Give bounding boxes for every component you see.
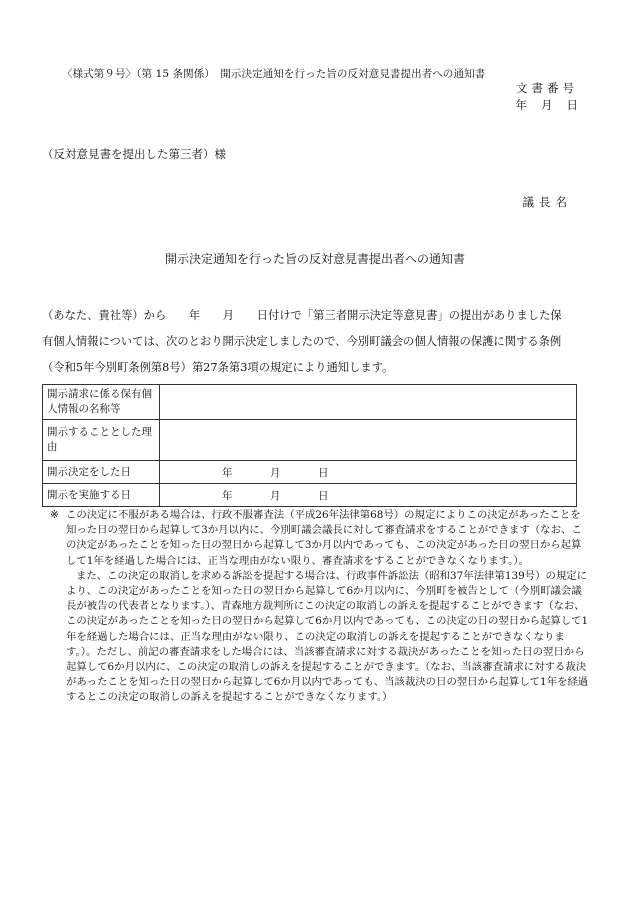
page-title: 開示決定通知を行った旨の反対意見書提出者への通知書 bbox=[164, 252, 465, 266]
note-appeal bbox=[50, 508, 590, 569]
intro-line-2: 有個人情報については、次のとおり開示決定しましたので、今別町議会の個人情報の保護に関する条例 bbox=[42, 335, 562, 348]
table-value bbox=[160, 385, 577, 420]
form-label: 〈様式第９号〉（第 15 条関係） 開示決定通知を行った旨の反対意見書提出者への通知書 bbox=[62, 68, 486, 80]
table-row bbox=[43, 420, 577, 461]
date-year: 年 bbox=[222, 489, 233, 502]
note-lawsuit-text: また、この決定の取消しを求める訴訟を提起する場合は、行政事件訴訟法（昭和37年法律第139号）の規定により、この決定があったことを知った日の翌日から起算して6か月以内に、今別町を被告として（今別町議会議長が被告の代表者となります。）、青森地方裁判所にこの決定の取消しの訴えを提起することができます（なお、この決定があったことを知った日の翌日から起算して6か月以内であっても、この決定の日の翌日から起算して1年を経過した場合には、正当な理由がない限り、この決定の取消しの訴えを提起することができなくなります。）。ただし、前記の審査請求をした場合には、当該審査請求に対する裁決があったことを知った日の翌日から起算して6か月以内に、この決定の取消しの訴えを提起することができます。（なお、当該審査請求に対する裁決があったことを知った日の翌日から起算して6か月以内であっても、当該裁決の日の翌日から起算して1年を経過するとこの決定の取消しの訴えを提起することができなくなります。） bbox=[66, 569, 589, 704]
document-date bbox=[516, 97, 579, 113]
note-mark: ※ bbox=[50, 509, 59, 521]
date-day: 日 bbox=[318, 489, 329, 502]
table-value bbox=[160, 420, 577, 461]
sender-chairman: 議長名 bbox=[522, 195, 572, 209]
table-label: 開示決定をした日 bbox=[43, 461, 160, 484]
table-row bbox=[43, 484, 577, 507]
info-table bbox=[42, 384, 577, 507]
table-date-value bbox=[160, 484, 577, 507]
date-month: 月 bbox=[270, 466, 281, 479]
date-year: 年 bbox=[222, 466, 233, 479]
intro-paragraph bbox=[42, 303, 594, 381]
document-number: 文書番号 bbox=[516, 81, 578, 95]
date-month: 月 bbox=[541, 98, 553, 112]
notes-section bbox=[50, 508, 590, 706]
intro-line-1: （あなた、貴社等）から 年 月 日付けで「第三者開示決定等意見書」の提出がありました保 bbox=[42, 309, 562, 322]
date-day: 日 bbox=[318, 466, 329, 479]
date-month: 月 bbox=[270, 489, 281, 502]
table-date-value bbox=[160, 461, 577, 484]
date-day: 日 bbox=[566, 98, 578, 112]
table-row bbox=[43, 461, 577, 484]
addressee: （反対意見書を提出した第三者）様 bbox=[42, 147, 226, 161]
table-row bbox=[43, 385, 577, 420]
table-label: 開示することとした理由 bbox=[43, 420, 160, 461]
table-label: 開示を実施する日 bbox=[43, 484, 160, 507]
intro-line-3: （令和5年今別町条例第8号）第27条第3項の規定により通知します。 bbox=[42, 361, 394, 374]
note-appeal-text: この決定に不服がある場合は、行政不服審査法（平成26年法律第68号）の規定によりこの決定があったことを知った日の翌日から起算して3か月以内に、今別町議会議長に対して審査請求をすることができます（なお、この決定があったことを知った日の翌日から起算して3か月以内であっても、この決定があった日の翌日から起算して1年を経過した場合には、正当な理由がない限り、審査請求をすることができなくなります。）。 bbox=[66, 509, 582, 567]
table-label: 開示請求に係る保有個人情報の名称等 bbox=[43, 385, 160, 420]
date-year: 年 bbox=[515, 98, 527, 112]
